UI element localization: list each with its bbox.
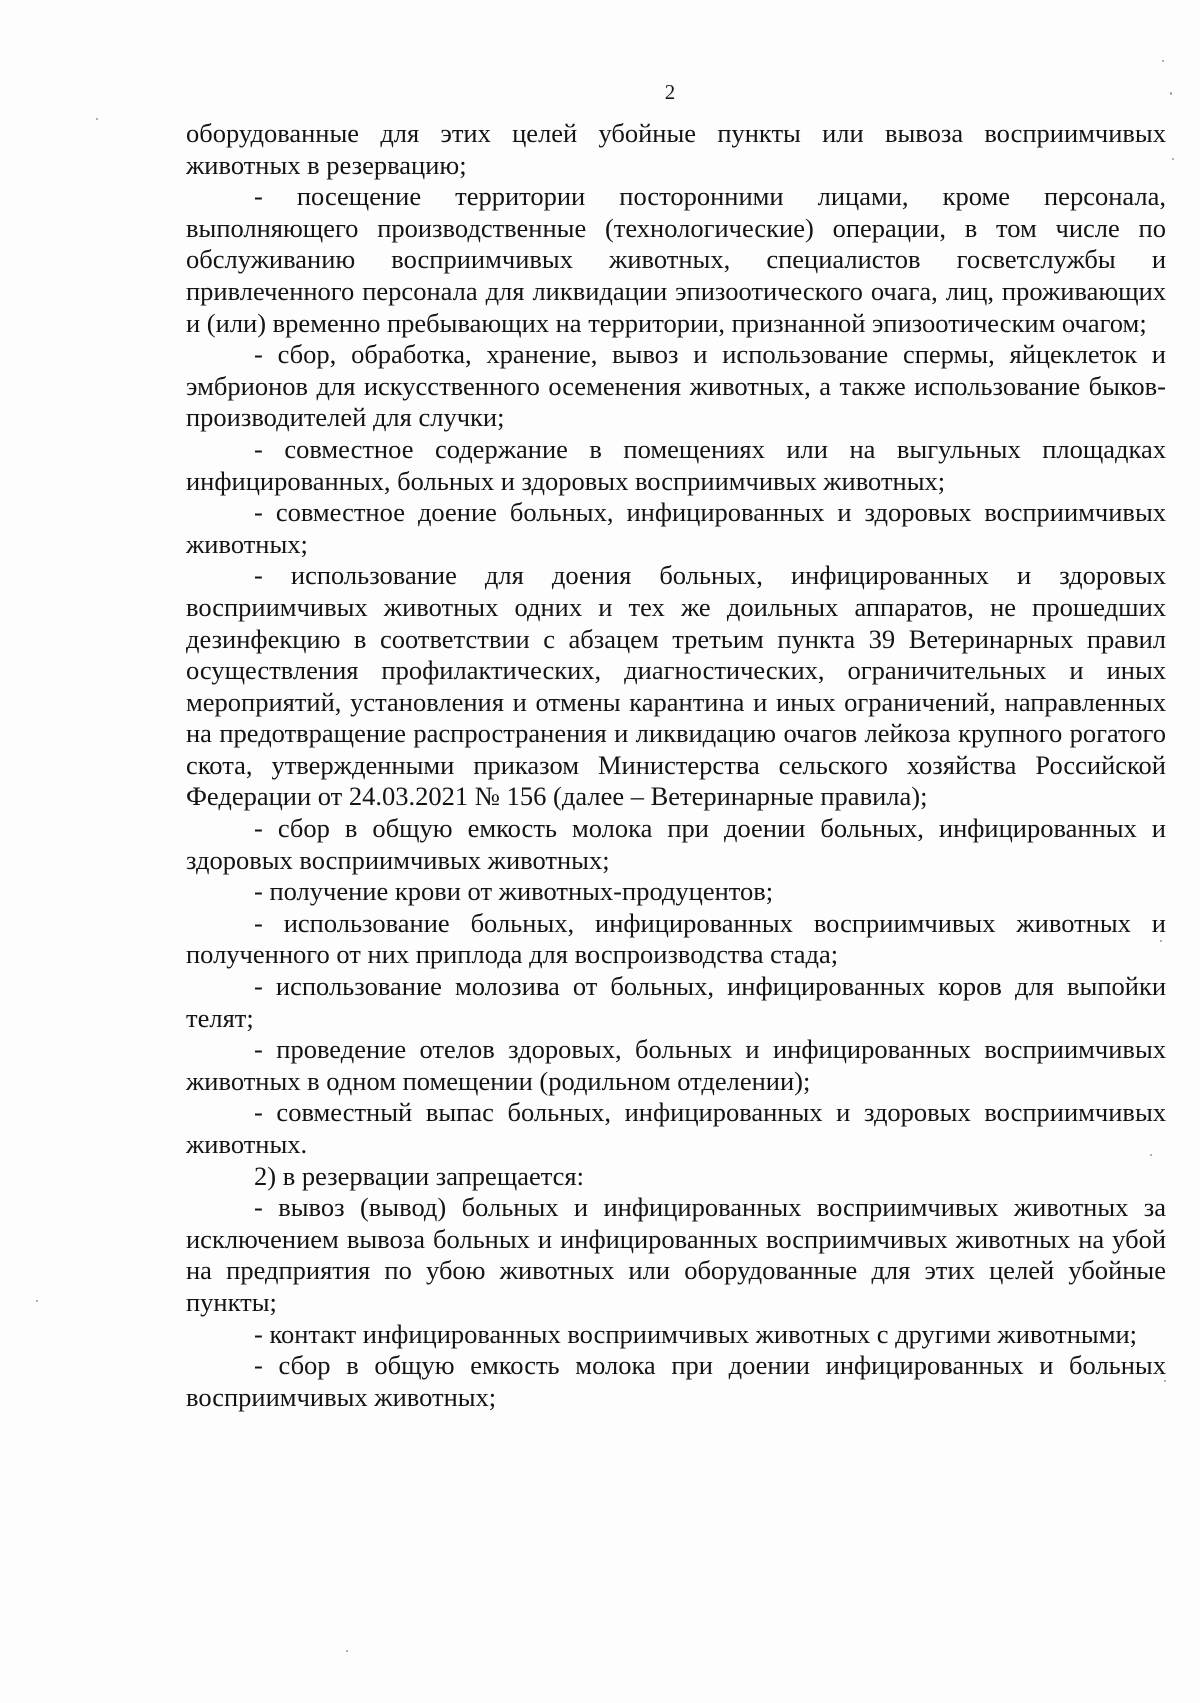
scan-speck (1150, 1154, 1152, 1156)
scan-speck (1172, 158, 1174, 160)
scan-speck (36, 1300, 38, 1302)
scan-speck (1164, 1380, 1166, 1382)
list-item-milking-equipment: - использование для доения больных, инфицированных и здоровых восприимчивых животных одних и тех же доильных аппаратов, не прошедших дезинфекцию в соответствии с абзацем третьим пункта 39 Ветеринарных правил осуществления профилактических, диагностических, ограничительных и иных мероприятий, установления и отмены карантина и иных ограничений, направленных на предотвращение распространения и ликвидацию очагов лейкоза крупного рогатого скота, утвержденными приказом Министерства сельского хозяйства Российской Федерации от 24.03.2021 № 156 (далее – Ветеринарные правила); (186, 560, 1166, 812)
list-item-joint-milking: - совместное доение больных, инфицированных и здоровых восприимчивых животных; (186, 497, 1166, 559)
document-body (186, 118, 1166, 1413)
scan-speck (1160, 940, 1162, 942)
section-heading-reservation: 2) в резервации запрещается: (254, 1160, 584, 1191)
list-item-grazing: - совместный выпас больных, инфицированных и здоровых восприимчивых животных. (186, 1097, 1166, 1159)
list-item-colostrum: - использование молозива от больных, инфицированных коров для выпойки телят; (186, 971, 1166, 1033)
list-item-milk-collection-reservation: - сбор в общую емкость молока при доении инфицированных и больных восприимчивых животных; (186, 1350, 1166, 1412)
scan-speck (1170, 92, 1172, 95)
paragraph-continuation: оборудованные для этих целей убойные пункты или вывоза восприимчивых животных в резервацию; (186, 118, 1166, 180)
scan-speck (96, 118, 98, 120)
list-item-joint-housing: - совместное содержание в помещениях или на выгульных площадках инфицированных, больных и здоровых восприимчивых животных; (186, 433, 1166, 496)
list-item-milk-collection: - сбор в общую емкость молока при доении больных, инфицированных и здоровых восприимчивых животных; (186, 813, 1166, 875)
scan-speck (346, 1650, 348, 1652)
list-item-blood-collection: - получение крови от животных-продуцентов; (254, 876, 774, 907)
list-item-calving: - проведение отелов здоровых, больных и инфицированных восприимчивых животных в одном помещении (родильном отделении); (186, 1034, 1166, 1096)
list-item-visiting-territory: - посещение территории посторонними лицами, кроме персонала, выполняющего производственные (технологические) операции, в том числе по обслуживанию восприимчивых животных, специалистов госветслужбы и привлеченного персонала для ликвидации эпизоотического очага, лиц, проживающих и (или) временно пребывающих на территории, признанной эпизоотическим очагом; (186, 181, 1166, 338)
page-number: 2 (664, 80, 676, 104)
list-item-contact: - контакт инфицированных восприимчивых животных с другими животными; (254, 1318, 1138, 1349)
list-item-semen-collection: - сбор, обработка, хранение, вывоз и использование спермы, яйцеклеток и эмбрионов для искусственного осеменения животных, а также использование быков-производителей для случки; (186, 339, 1166, 433)
list-item-removal: - вывоз (вывод) больных и инфицированных восприимчивых животных за исключением вывоза больных и инфицированных восприимчивых животных на убой на предприятия по убою животных или оборудованные для этих целей убойные пункты; (186, 1192, 1166, 1317)
scan-speck (1162, 60, 1164, 62)
list-item-breeding: - использование больных, инфицированных восприимчивых животных и полученного от них приплода для воспроизводства стада; (186, 907, 1166, 970)
